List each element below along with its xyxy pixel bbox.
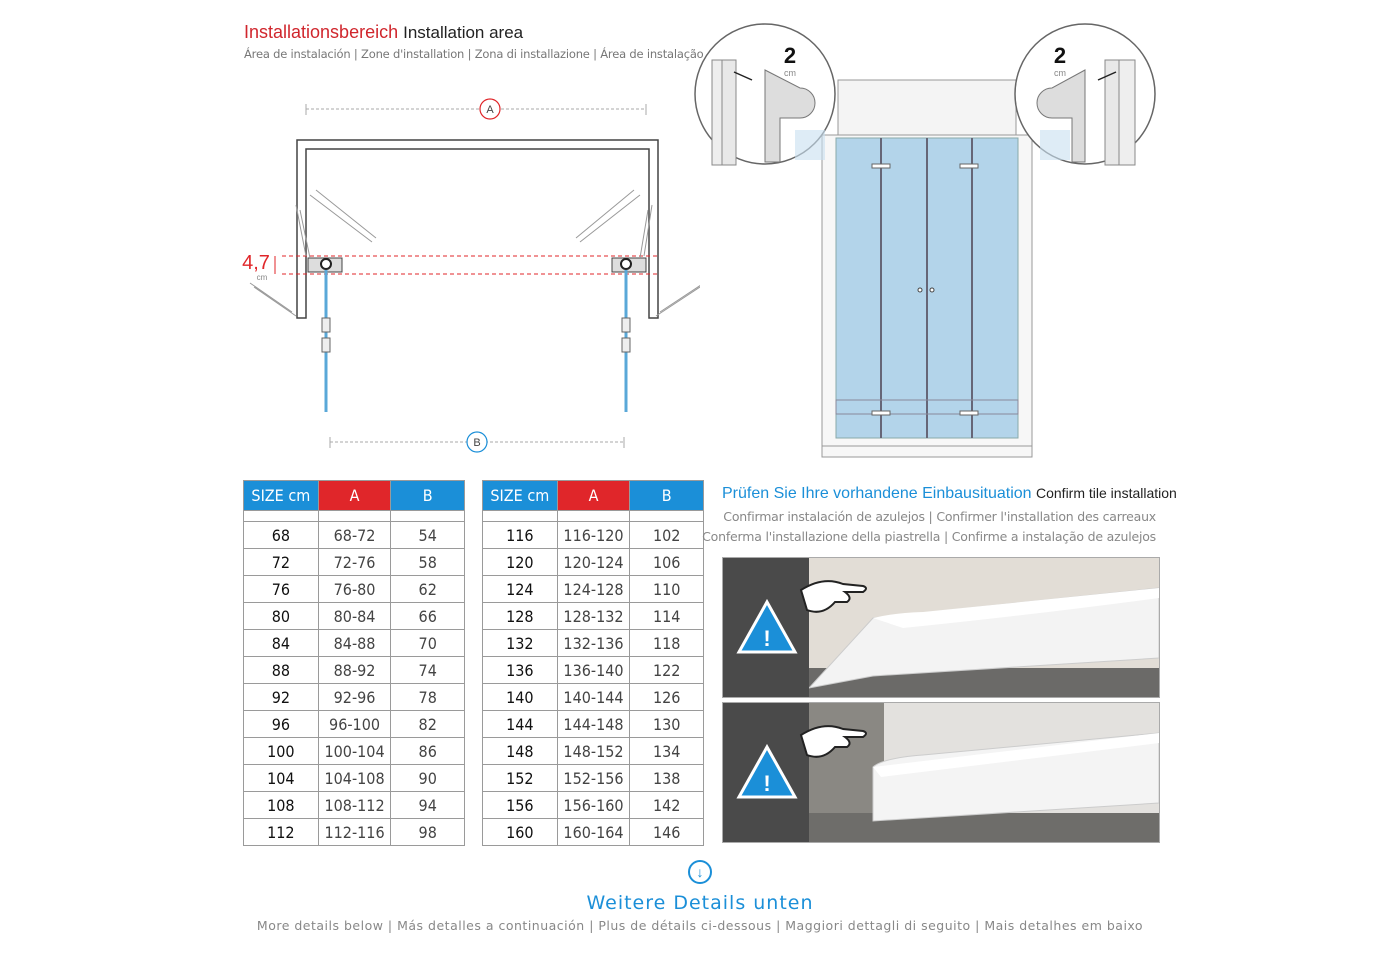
size-cell: 104 bbox=[244, 765, 319, 792]
check-title-de: Prüfen Sie Ihre vorhandene Einbausituation bbox=[722, 485, 1032, 502]
table-row bbox=[483, 657, 704, 684]
tile-photo-incorrect bbox=[722, 557, 1160, 698]
size-cell: 148 bbox=[483, 738, 558, 765]
shower-walls bbox=[297, 140, 658, 318]
hinge-left bbox=[308, 258, 342, 272]
b-cell: 82 bbox=[391, 711, 465, 738]
b-cell: 138 bbox=[630, 765, 704, 792]
size-cell: 88 bbox=[244, 657, 319, 684]
warning-symbol: ! bbox=[763, 626, 771, 651]
b-cell: 118 bbox=[630, 630, 704, 657]
a-cell: 72-76 bbox=[318, 549, 391, 576]
b-cell: 142 bbox=[630, 792, 704, 819]
b-cell: 98 bbox=[391, 819, 465, 846]
b-cell: 86 bbox=[391, 738, 465, 765]
plan-view-diagram bbox=[230, 90, 700, 460]
front-view-diagram bbox=[690, 18, 1165, 463]
size-cell: 100 bbox=[244, 738, 319, 765]
size-cell: 156 bbox=[483, 792, 558, 819]
a-cell: 116-120 bbox=[557, 522, 630, 549]
table-row bbox=[244, 603, 465, 630]
size-cell: 152 bbox=[483, 765, 558, 792]
table-row bbox=[244, 792, 465, 819]
a-cell: 132-136 bbox=[557, 630, 630, 657]
size-cell: 92 bbox=[244, 684, 319, 711]
a-cell: 156-160 bbox=[557, 792, 630, 819]
b-cell: 126 bbox=[630, 684, 704, 711]
header-b: B bbox=[391, 481, 465, 511]
offset-unit: cm bbox=[256, 273, 268, 282]
size-cell: 160 bbox=[483, 819, 558, 846]
size-cell: 132 bbox=[483, 630, 558, 657]
table-row bbox=[244, 522, 465, 549]
table-row bbox=[483, 819, 704, 846]
table-row bbox=[483, 549, 704, 576]
dimension-b-label: B bbox=[473, 437, 481, 449]
size-cell: 96 bbox=[244, 711, 319, 738]
size-cell: 124 bbox=[483, 576, 558, 603]
a-cell: 100-104 bbox=[318, 738, 391, 765]
table-row bbox=[244, 765, 465, 792]
header-size: SIZE cm bbox=[244, 481, 319, 511]
table-row bbox=[483, 522, 704, 549]
table-row bbox=[244, 711, 465, 738]
a-cell: 112-116 bbox=[318, 819, 391, 846]
down-arrow-circle-icon[interactable]: ↓ bbox=[688, 860, 712, 884]
dimension-a-label: A bbox=[486, 104, 494, 116]
header-size: SIZE cm bbox=[483, 481, 558, 511]
b-cell: 110 bbox=[630, 576, 704, 603]
size-cell: 144 bbox=[483, 711, 558, 738]
b-cell: 74 bbox=[391, 657, 465, 684]
tile-photo-correct bbox=[722, 702, 1160, 843]
a-cell: 88-92 bbox=[318, 657, 391, 684]
table-row bbox=[244, 549, 465, 576]
b-cell: 58 bbox=[391, 549, 465, 576]
table-row bbox=[483, 576, 704, 603]
a-cell: 108-112 bbox=[318, 792, 391, 819]
a-cell: 104-108 bbox=[318, 765, 391, 792]
a-cell: 84-88 bbox=[318, 630, 391, 657]
size-cell: 108 bbox=[244, 792, 319, 819]
size-cell: 116 bbox=[483, 522, 558, 549]
size-table-left bbox=[243, 480, 465, 846]
a-cell: 148-152 bbox=[557, 738, 630, 765]
b-cell: 122 bbox=[630, 657, 704, 684]
size-cell: 136 bbox=[483, 657, 558, 684]
title-de: Installationsbereich bbox=[244, 22, 399, 42]
b-cell: 146 bbox=[630, 819, 704, 846]
table-row bbox=[244, 657, 465, 684]
a-cell: 160-164 bbox=[557, 819, 630, 846]
size-cell: 120 bbox=[483, 549, 558, 576]
hinge-right bbox=[612, 258, 646, 272]
a-cell: 120-124 bbox=[557, 549, 630, 576]
table-row bbox=[244, 738, 465, 765]
b-cell: 134 bbox=[630, 738, 704, 765]
b-cell: 62 bbox=[391, 576, 465, 603]
door-swing-ghosts bbox=[250, 190, 700, 316]
more-details-subtitle: More details below | Más detalles a continuación | Plus de détails ci-dessous | Maggiori dettagli di seguito | Mais detalhes em baixo bbox=[256, 918, 1144, 933]
header-a: A bbox=[318, 481, 391, 511]
a-cell: 92-96 bbox=[318, 684, 391, 711]
a-cell: 144-148 bbox=[557, 711, 630, 738]
table-row bbox=[483, 738, 704, 765]
warning-symbol: ! bbox=[763, 771, 771, 796]
size-cell: 80 bbox=[244, 603, 319, 630]
check-title bbox=[722, 485, 1177, 503]
table-row bbox=[244, 684, 465, 711]
offset-value: 4,7 bbox=[242, 252, 270, 274]
b-cell: 90 bbox=[391, 765, 465, 792]
page-subtitle: Área de instalación | Zone d'installation | Zona di installazione | Área de instalação bbox=[244, 47, 704, 61]
table-row bbox=[483, 684, 704, 711]
check-subtitle-1: Confirmar instalación de azulejos | Confirmer l'installation des carreaux bbox=[723, 509, 1156, 524]
b-cell: 130 bbox=[630, 711, 704, 738]
table-row bbox=[483, 630, 704, 657]
check-subtitle-2: Conferma l'installazione della piastrella | Confirme a instalação de azulejos bbox=[702, 529, 1156, 544]
b-cell: 102 bbox=[630, 522, 704, 549]
check-title-en: Confirm tile installation bbox=[1036, 485, 1177, 501]
b-cell: 114 bbox=[630, 603, 704, 630]
table-row bbox=[483, 603, 704, 630]
more-details-title: Weitere Details unten bbox=[586, 892, 814, 914]
b-cell: 54 bbox=[391, 522, 465, 549]
table-row bbox=[244, 819, 465, 846]
a-cell: 80-84 bbox=[318, 603, 391, 630]
a-cell: 140-144 bbox=[557, 684, 630, 711]
table-row bbox=[483, 792, 704, 819]
size-cell: 76 bbox=[244, 576, 319, 603]
a-cell: 96-100 bbox=[318, 711, 391, 738]
b-cell: 70 bbox=[391, 630, 465, 657]
size-cell: 140 bbox=[483, 684, 558, 711]
a-cell: 124-128 bbox=[557, 576, 630, 603]
table-row bbox=[244, 630, 465, 657]
b-cell: 66 bbox=[391, 603, 465, 630]
page-title bbox=[244, 22, 523, 43]
size-cell: 72 bbox=[244, 549, 319, 576]
detail-right-unit: cm bbox=[1054, 68, 1066, 78]
a-cell: 136-140 bbox=[557, 657, 630, 684]
title-en: Installation area bbox=[403, 23, 524, 42]
b-cell: 106 bbox=[630, 549, 704, 576]
a-cell: 128-132 bbox=[557, 603, 630, 630]
header-a: A bbox=[557, 481, 630, 511]
a-cell: 68-72 bbox=[318, 522, 391, 549]
detail-left-unit: cm bbox=[784, 68, 796, 78]
table-row bbox=[244, 576, 465, 603]
b-cell: 78 bbox=[391, 684, 465, 711]
detail-right-value: 2 bbox=[1053, 43, 1067, 68]
table-row bbox=[483, 711, 704, 738]
size-table-right bbox=[482, 480, 704, 846]
table-row bbox=[483, 765, 704, 792]
header-b: B bbox=[630, 481, 704, 511]
a-cell: 76-80 bbox=[318, 576, 391, 603]
size-cell: 84 bbox=[244, 630, 319, 657]
size-cell: 112 bbox=[244, 819, 319, 846]
detail-left-value: 2 bbox=[783, 43, 797, 68]
size-cell: 128 bbox=[483, 603, 558, 630]
a-cell: 152-156 bbox=[557, 765, 630, 792]
b-cell: 94 bbox=[391, 792, 465, 819]
size-cell: 68 bbox=[244, 522, 319, 549]
